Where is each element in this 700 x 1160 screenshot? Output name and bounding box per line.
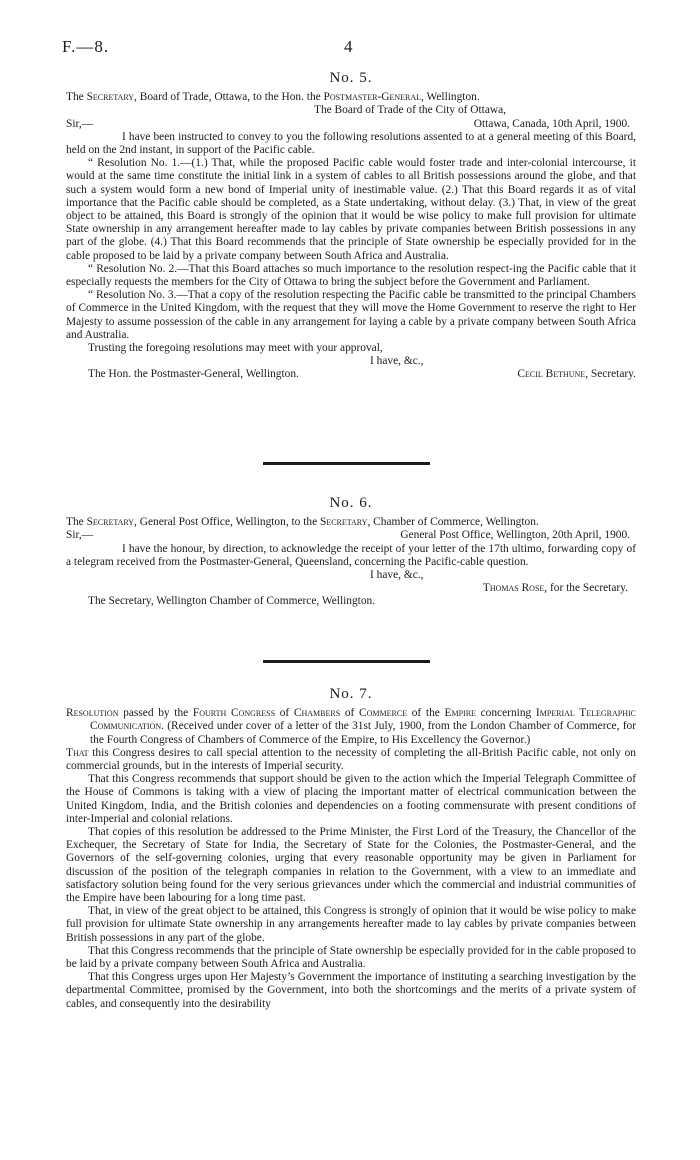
- closing-line: Trusting the foregoing resolutions may meet with your approval,: [88, 342, 383, 355]
- section-no5: [66, 72, 636, 382]
- paragraph: That, in view of the great object to be attained, this Congress is strongly of opinion that it would be wise policy to make full provision for ultimate State ownership in any arrangements hereafter made to lay cables by private companies between British possessions in any part of the globe.: [66, 905, 636, 944]
- valediction: I have, &c.,: [370, 355, 424, 368]
- salutation-row: [66, 118, 636, 131]
- salutation-row: [66, 529, 636, 542]
- salutation: Sir,—: [66, 117, 94, 130]
- sender-address: The Board of Trade of the City of Ottawa,: [314, 104, 507, 117]
- paragraph: That this Congress recommends that support should be given to the action which the Imperial Telegraph Committee of the House of Commons is taking with a view of placing the important matter of electrical communication between the United Kingdom, India, and the British colonies and dependencies on a footing commensurate with present conditions of inter-Imperial and colonial relations.: [66, 773, 636, 825]
- resolution-heading: Resolution passed by the Fourth Congress of Chambers of Commerce of the Empire concerning Imperial Telegraphic Communication. (Received under cover of a letter of the 31st July, 1900, from the London Chamber of Commerce, for the Fourth Congress of Chambers of Commerce of the Empire, to His Excellency the Governor.): [66, 707, 637, 746]
- section-no7: [66, 688, 636, 1011]
- paragraph: I have been instructed to convey to you the following resolutions assented to at a general meeting of this Board, held on the 2nd instant, in support of the Pacific cable.: [66, 130, 636, 157]
- paragraph: That copies of this resolution be addressed to the Prime Minister, the First Lord of the Treasury, the Chancellor of the Exchequer, the Secretary of State for India, the Secretary of State for the Colonies, the Postmaster-General, and the Governors of the self-governing colonies, urging that every reasonable opportunity may be given in Parliament for discussion of the position of the telegraph companies in relation to the Government, with a view to an immediate and satisfactory solution being found for the very serious grievances under which the commercial and industrial communities of the Empire have been labouring for a long time past.: [66, 826, 636, 905]
- addressee: The Secretary, Wellington Chamber of Commerce, Wellington.: [88, 595, 376, 608]
- letter-heading: The Secretary, Board of Trade, Ottawa, to the Hon. the Postmaster-General, Wellington.: [66, 91, 480, 104]
- valediction: I have, &c.,: [370, 569, 424, 582]
- letter-date: General Post Office, Wellington, 20th April, 1900.: [400, 529, 630, 542]
- paragraph: I have the honour, by direction, to acknowledge the receipt of your letter of the 17th ultimo, forwarding copy of a telegram received from the Postmaster-General, Queensland, concerning the Pacific-cable question.: [66, 542, 636, 568]
- page-number: 4: [344, 37, 353, 56]
- section-title: No. 6.: [329, 495, 373, 511]
- resolution-1: “ Resolution No. 1.—(1.) That, while the proposed Pacific cable would foster trade and inter-colonial intercourse, it would at the same time constitute the initial link in a system of cables to all British possessions around the globe, and that such a system would form a new bond of Imperial unity of inestimable value. (2.) That this Board regards it as of vital importance that the Pacific cable should be completed, as a State undertaking, without delay. (3.) That, in view of the great object to be attained, this Board is strongly of the opinion that it would be wise policy to make full provision for ultimate State ownership in any arrangement hereafter made to lay cables by private companies between British possessions in any part of the globe. (4.) That this Board recommends that the principle of State ownership be especially provided for in the cable proposed to be laid by a private company between South Africa and Australia.: [66, 157, 636, 262]
- salutation: Sir,—: [66, 529, 94, 542]
- signature-row: [66, 368, 636, 381]
- section-title: No. 5.: [329, 70, 373, 86]
- paragraph: That this Congress desires to call special attention to the necessity of completing the all-British Pacific cable, not only on commercial grounds, but in the interests of Imperial security.: [66, 746, 636, 773]
- section-no6: [66, 497, 636, 609]
- section-divider: [263, 660, 430, 663]
- signature: Thomas Rose, for the Secretary.: [482, 582, 628, 595]
- resolution-3: “ Resolution No. 3.—That a copy of the resolution respecting the Pacific cable be transmitted to the principal Chambers of Commerce in the United Kingdom, with the request that they will move the Home Government to reserve the right to Her Majesty to assume possession of the cable in any arrangement for laying a cable by a private company between South Africa and Australia.: [66, 289, 636, 341]
- resolution-2: “ Resolution No. 2.—That this Board attaches so much importance to the resolution respect-ing the Pacific cable that it especially requests the members for the City of Ottawa to bring the subject before the Government and Parliament.: [66, 262, 636, 289]
- section-title: No. 7.: [329, 686, 373, 702]
- signature: Cecil Bethune, Secretary.: [517, 368, 636, 381]
- addressee: The Hon. the Postmaster-General, Wellington.: [88, 368, 299, 381]
- paragraph: That this Congress recommends that the principle of State ownership be especially provided for in the cable proposed to be laid by a private company between South Africa and Australia.: [66, 944, 636, 971]
- section-divider: [263, 462, 430, 465]
- paragraph: That this Congress urges upon Her Majesty’s Government the importance of instituting a searching investigation by the departmental Committee, promised by the Government, into both the shortcomings and the merits of a private system of cables, and consequently into the desirability: [66, 971, 636, 1010]
- letter-date: Ottawa, Canada, 10th April, 1900.: [473, 117, 630, 130]
- document-reference: F.—8.: [62, 37, 110, 56]
- letter-heading: The Secretary, General Post Office, Wellington, to the Secretary, Chamber of Commerce, Wellington.: [66, 516, 539, 529]
